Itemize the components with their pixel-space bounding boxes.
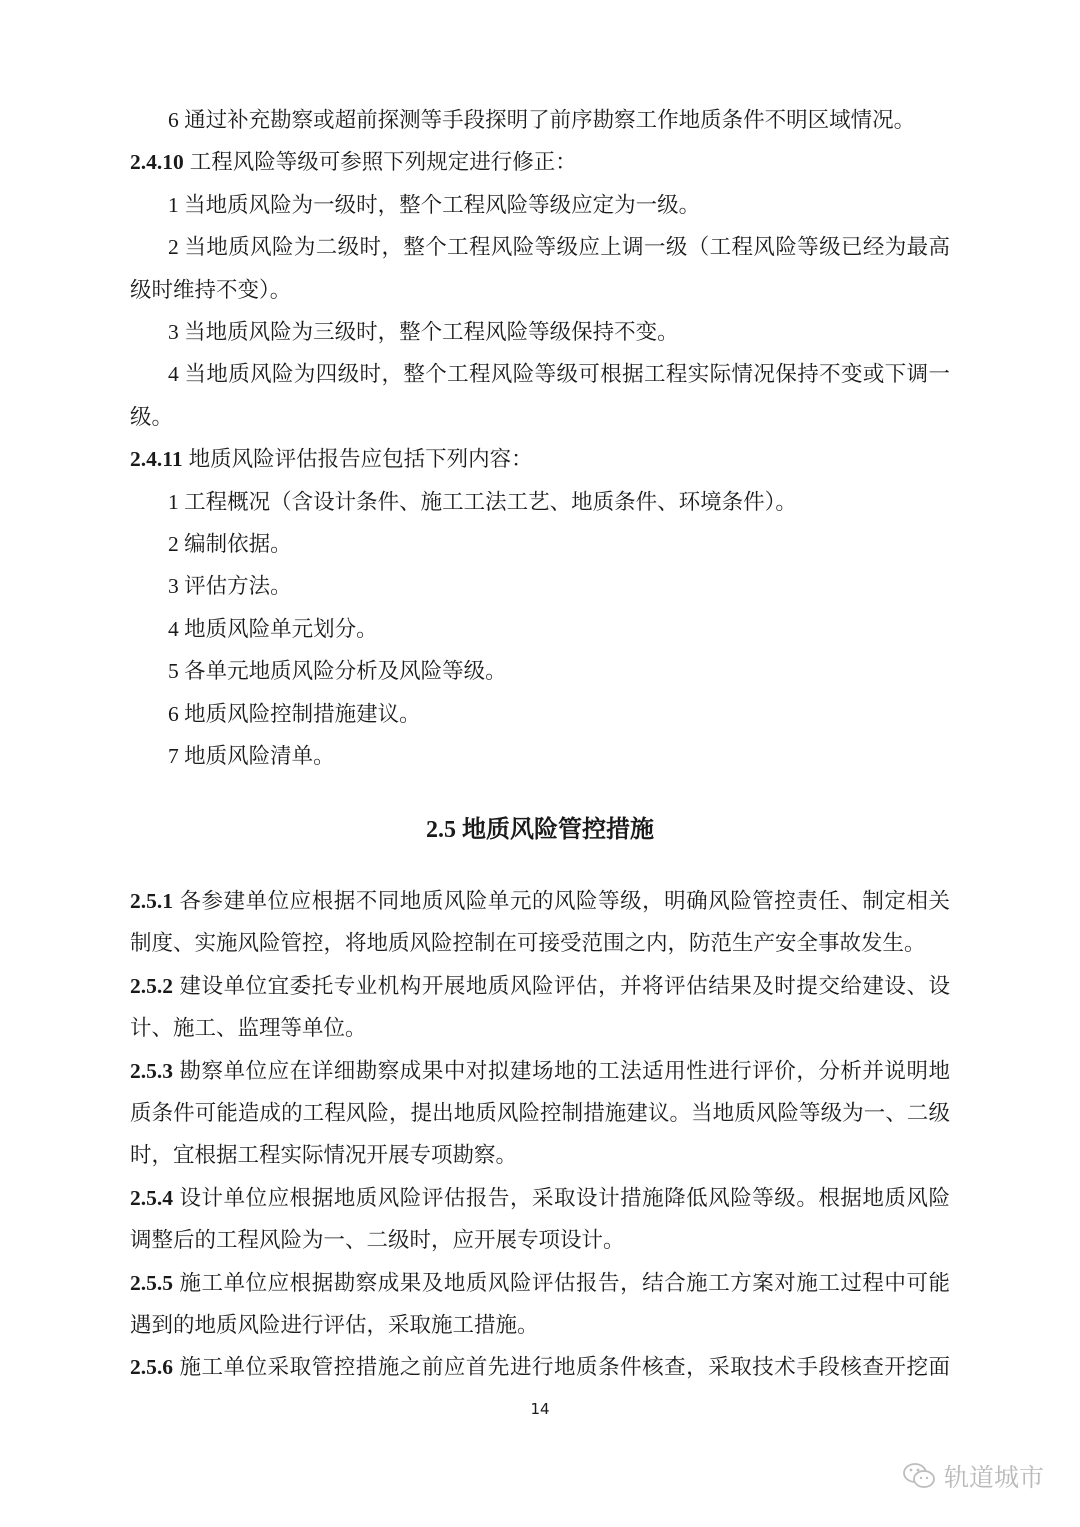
page-number: 14 <box>530 1400 550 1418</box>
paragraph-line <box>130 1310 950 1340</box>
line-text: 3 当地质风险为三级时，整个工程风险等级保持不变。 <box>168 320 679 344</box>
clause-number: 2.5.5 <box>130 1270 173 1295</box>
line-text: 6 通过补充勘察或超前探测等手段探明了前序勘察工作地质条件不明区域情况。 <box>168 108 916 132</box>
paragraph-line <box>168 359 950 389</box>
line-text: 级时维持不变）。 <box>130 277 292 302</box>
watermark <box>902 1458 1044 1494</box>
clause-number: 2.5.4 <box>130 1185 173 1210</box>
line-text: 5 各单元地质风险分析及风险等级。 <box>168 659 507 684</box>
line-text: 设计单位应根据地质风险评估报告，采取设计措施降低风险等级。根据地质风险 <box>179 1185 950 1210</box>
watermark-text: 轨道城市 <box>944 1463 1045 1492</box>
line-text: 工程风险等级可参照下列规定进行修正： <box>189 150 577 175</box>
paragraph-line <box>168 571 950 601</box>
paragraph-line <box>130 1056 950 1086</box>
line-text: 4 当地质风险为四级时，整个工程风险等级可根据工程实际情况保持不变或下调一 <box>168 362 950 387</box>
paragraph-line <box>168 232 950 262</box>
clause-number: 2.4.11 <box>130 447 183 472</box>
paragraph-line <box>130 1268 950 1298</box>
paragraph-line <box>168 699 950 729</box>
line-text: 施工单位采取管控措施之前应首先进行地质条件核查，采取技术手段核查开挖面 <box>179 1355 950 1380</box>
line-text: 级。 <box>130 404 174 429</box>
paragraph-line <box>130 275 950 305</box>
section-title: 2.5 地质风险管控措施 <box>426 817 654 843</box>
wechat-icon <box>902 1461 936 1491</box>
paragraph-line <box>130 1013 950 1043</box>
paragraph-line <box>168 105 950 135</box>
paragraph-line <box>168 529 950 559</box>
line-text: 2 当地质风险为二级时，整个工程风险等级应上调一级（工程风险等级已经为最高 <box>168 235 950 260</box>
clause-number: 2.5.3 <box>130 1058 173 1083</box>
paragraph-line <box>168 487 950 517</box>
line-text: 2 编制依据。 <box>168 532 292 556</box>
line-text: 质条件可能造成的工程风险，提出地质风险控制措施建议。当地质风险等级为一、二级 <box>130 1101 950 1125</box>
line-text: 3 评估方法。 <box>168 574 292 599</box>
line-text: 1 当地质风险为一级时，整个工程风险等级应定为一级。 <box>168 192 701 217</box>
clause-number: 2.5.6 <box>130 1355 173 1380</box>
paragraph-line <box>130 1183 950 1213</box>
line-text: 施工单位应根据勘察成果及地质风险评估报告，结合施工方案对施工过程中可能 <box>179 1270 950 1295</box>
line-text: 调整后的工程风险为一、二级时，应开展专项设计。 <box>130 1228 625 1253</box>
paragraph-line <box>130 147 950 177</box>
line-text: 1 工程概况（含设计条件、施工工法工艺、地质条件、环境条件）。 <box>168 489 797 514</box>
paragraph-line <box>168 741 950 771</box>
paragraph-line <box>130 1352 950 1382</box>
clause-number: 2.5.2 <box>130 973 173 998</box>
clause-number: 2.4.10 <box>130 150 184 175</box>
line-text: 6 地质风险控制措施建议。 <box>168 701 421 726</box>
line-text: 时，宜根据工程实际情况开展专项勘察。 <box>130 1143 518 1168</box>
paragraph-line <box>168 614 950 644</box>
paragraph-line <box>130 1140 950 1170</box>
paragraph-line <box>130 1225 950 1255</box>
clause-number: 2.5.1 <box>130 889 173 913</box>
line-text: 计、施工、监理等单位。 <box>130 1016 367 1041</box>
paragraph-line <box>130 402 950 432</box>
paragraph-line <box>130 886 950 916</box>
paragraph-line <box>168 190 950 220</box>
line-text: 7 地质风险清单。 <box>168 744 335 768</box>
line-text: 制度、实施风险管控，将地质风险控制在可接受范围之内，防范生产安全事故发生。 <box>130 931 926 956</box>
line-text: 建设单位宜委托专业机构开展地质风险评估，并将评估结果及时提交给建设、设 <box>179 973 950 998</box>
line-text: 勘察单位应在详细勘察成果中对拟建场地的工法适用性进行评价，分析并说明地 <box>179 1058 950 1083</box>
paragraph-line <box>130 444 950 474</box>
paragraph-line <box>168 656 950 686</box>
line-text: 遇到的地质风险进行评估，采取施工措施。 <box>130 1313 539 1337</box>
line-text: 4 地质风险单元划分。 <box>168 616 378 641</box>
line-text: 各参建单位应根据不同地质风险单元的风险等级，明确风险管控责任、制定相关 <box>179 889 950 913</box>
paragraph-line <box>130 971 950 1001</box>
paragraph-line <box>130 1098 950 1128</box>
line-text: 地质风险评估报告应包括下列内容： <box>188 447 533 472</box>
paragraph-line <box>130 928 950 958</box>
paragraph-line <box>168 317 950 347</box>
